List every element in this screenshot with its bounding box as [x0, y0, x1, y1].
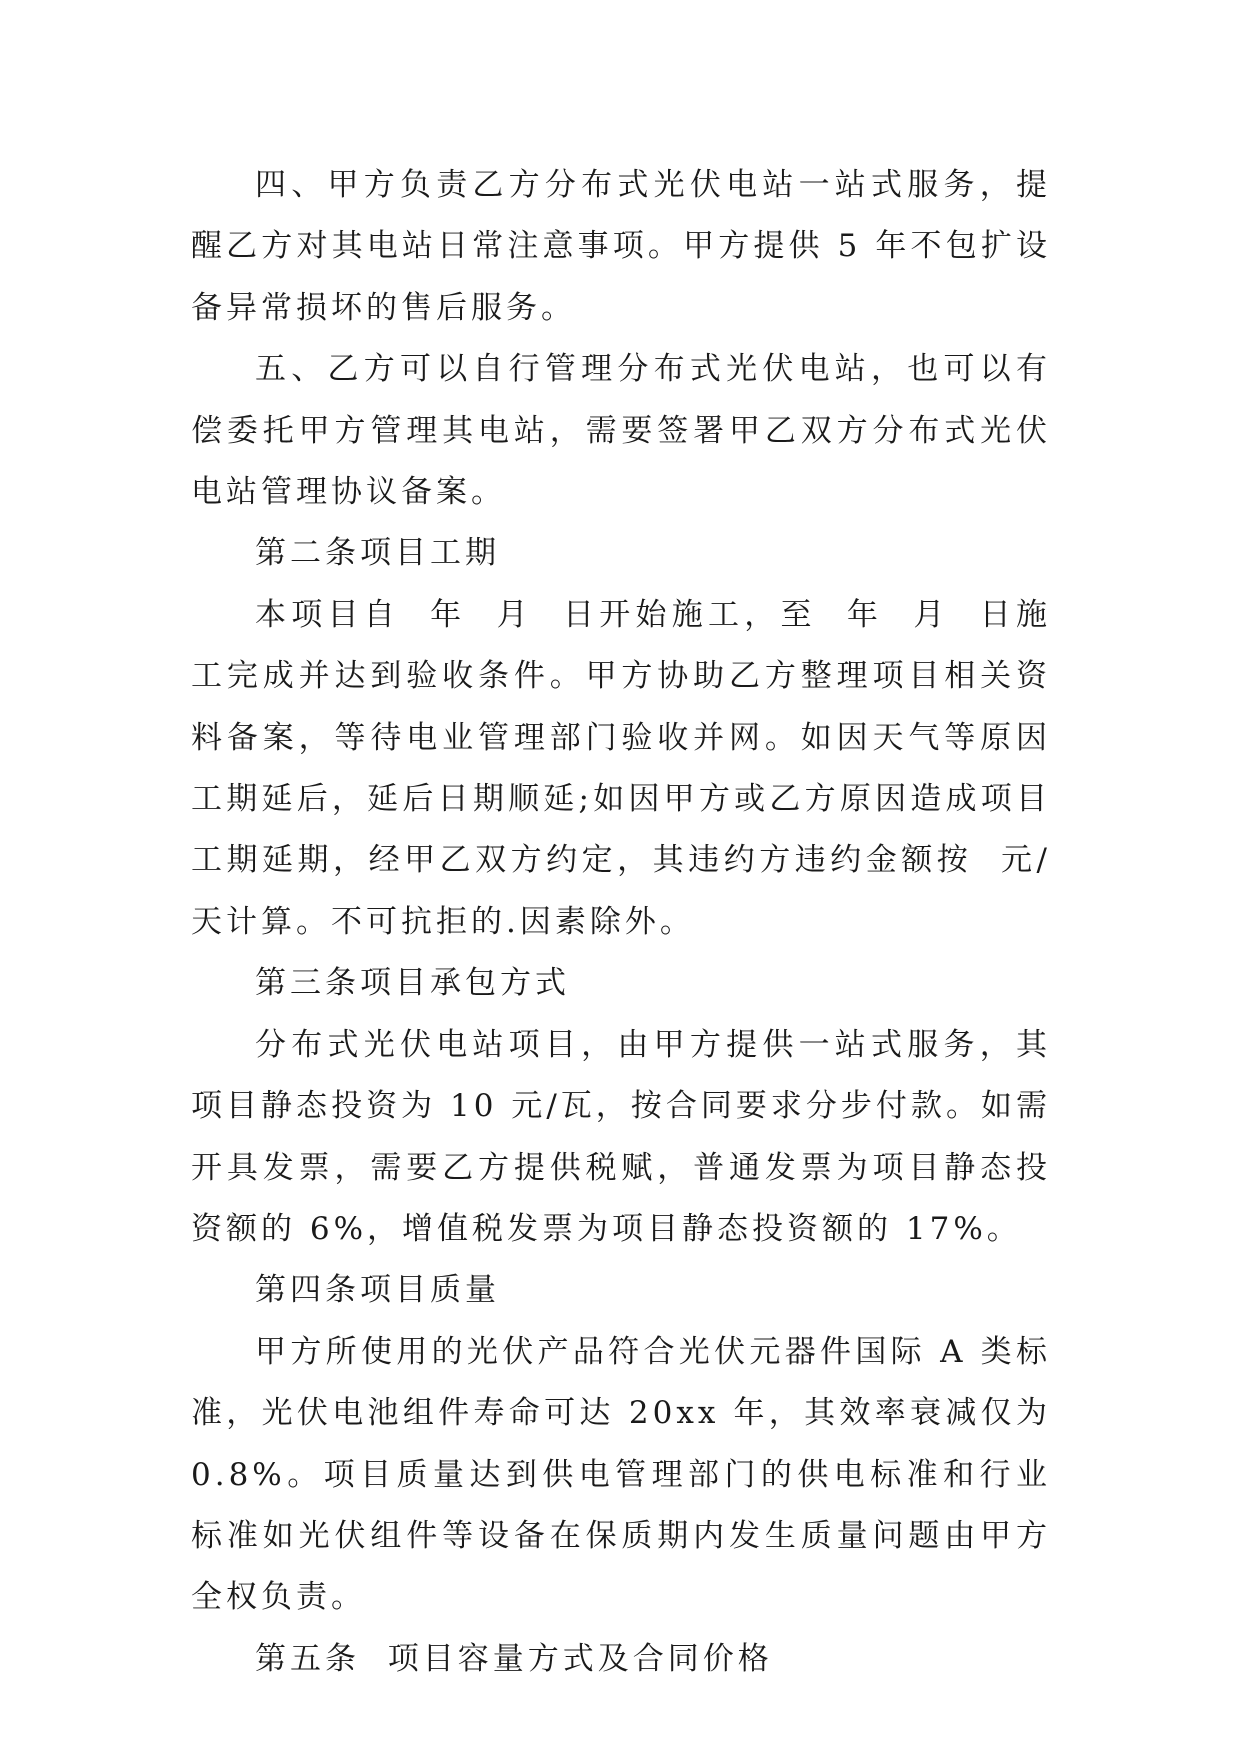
section-heading-contracting-method: 第三条项目承包方式: [255, 965, 570, 1002]
section-heading-project-period: 第二条项目工期: [255, 535, 500, 572]
clause-five-paragraph: 五、乙方可以自行管理分布式光伏电站，也可以有偿委托甲方管理其电站，需要签署甲乙双方分布式光伏电站管理协议备案。: [191, 351, 1051, 511]
project-period-paragraph: 本项目自 年 月 日开始施工，至 年 月 日施工完成并达到验收条件。甲方协助乙方整理项目相关资料备案，等待电业管理部门验收并网。如因天气等原因工期延后，延后日期顺延;如因甲方或乙方原因造成项目工期延期，经甲乙双方约定，其违约方违约金额按 元/天计算。不可抗拒的.因素除外。: [191, 596, 1051, 940]
document-body: [191, 155, 1065, 1690]
section-heading-project-quality: 第四条项目质量: [255, 1272, 500, 1309]
clause-four-paragraph: 四、甲方负责乙方分布式光伏电站一站式服务，提醒乙方对其电站日常注意事项。甲方提供 5 年不包扩设备异常损坏的售后服务。: [191, 167, 1051, 326]
section-heading-capacity-and-price: 第五条 项目容量方式及合同价格: [255, 1640, 773, 1677]
project-quality-paragraph: 甲方所使用的光伏产品符合光伏元器件国际 A 类标准，光伏电池组件寿命可达 20xx 年，其效率衰减仅为 0.8%。项目质量达到供电管理部门的供电标准和行业标准如光伏组件等设备在保质期内发生质量问题由甲方全权负责。: [191, 1333, 1065, 1616]
contracting-method-paragraph: 分布式光伏电站项目，由甲方提供一站式服务，其项目静态投资为 10 元/瓦，按合同要求分步付款。如需开具发票，需要乙方提供税赋，普通发票为项目静态投资额的 6%，增值税发票为项目静态投资额的 17%。: [191, 1026, 1051, 1247]
